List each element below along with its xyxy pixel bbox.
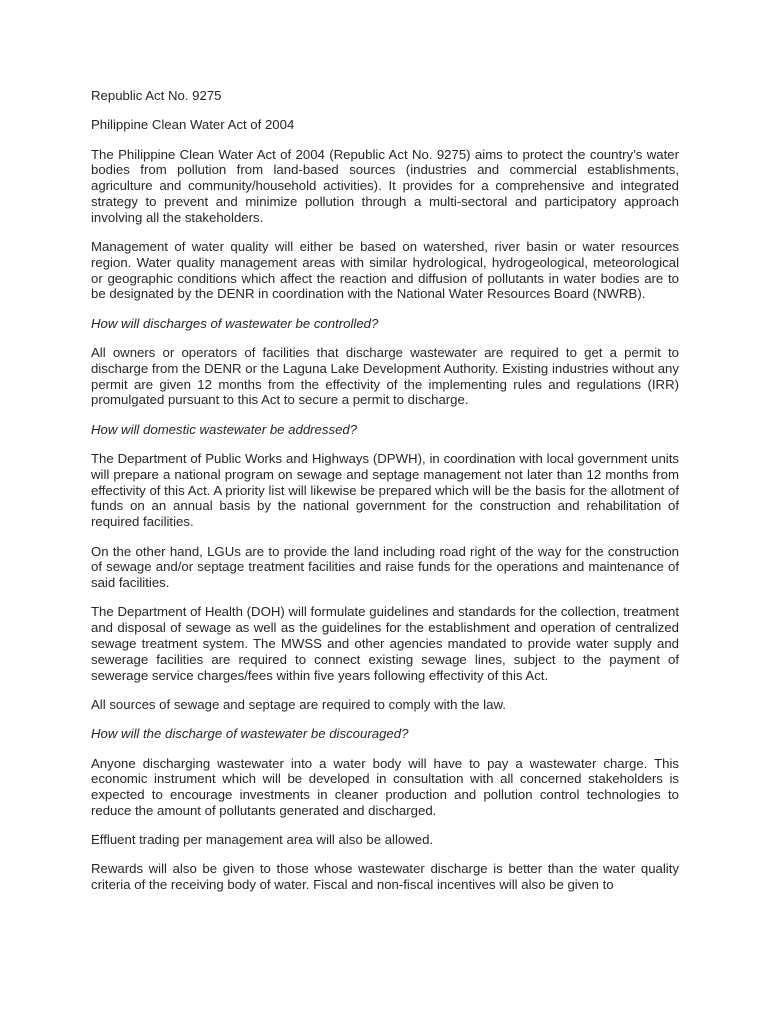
paragraph-rewards: Rewards will also be given to those whose wastewater discharge is better than the water quality criteria of the receiving body of water. Fiscal and non-fiscal incentives will also be given to [91,861,679,893]
paragraph-permits: All owners or operators of facilities that discharge wastewater are required to get a permit to discharge from the DENR or the Laguna Lake Development Authority. Existing industries without any permit are given 12 months from the effectivity of the implementing rules and regulations (IRR) promulgated pursuant to this Act to secure a permit to discharge. [91,345,679,408]
paragraph-dpwh: The Department of Public Works and Highways (DPWH), in coordination with local government units will prepare a national program on sewage and septage management not later than 12 months from effectivity of this Act. A priority list will likewise be prepared which will be the basis for the allotment of funds on an annual basis by the national government for the construction and rehabilitation of required facilities. [91,451,679,530]
question-heading-discharges-controlled: How will discharges of wastewater be controlled? [91,315,379,331]
paragraph-management: Management of water quality will either be based on watershed, river basin or water resources region. Water quality management areas with similar hydrological, hydrogeological, meteorological or geographic conditions which affect the reaction and diffusion of pollutants in water bodies are to be designated by the DENR in coordination with the National Water Resources Board (NWRB). [91,239,679,302]
paragraph-lgus: On the other hand, LGUs are to provide the land including road right of the way for the construction of sewage and/or septage treatment facilities and raise funds for the operations and maintenance of said facilities. [91,543,679,591]
paragraph-doh: The Department of Health (DOH) will formulate guidelines and standards for the collection, treatment and disposal of sewage as well as the guidelines for the establishment and operation of centralized sewage treatment system. The MWSS and other agencies mandated to provide water supply and sewerage facilities are required to connect existing sewage lines, subject to the payment of sewerage service charges/fees within five years following effectivity of this Act. [91,604,679,683]
document-title: Philippine Clean Water Act of 2004 [91,117,295,133]
paragraph-intro: The Philippine Clean Water Act of 2004 (Republic Act No. 9275) aims to protect the country’s water bodies from pollution from land-based sources (industries and commercial establishments, agriculture and community/household activities). It provides for a comprehensive and integrated strategy to prevent and minimize pollution through a multi-sectoral and participatory approach involving all the stakeholders. [91,146,679,225]
paragraph-wastewater-charge: Anyone discharging wastewater into a water body will have to pay a wastewater charge. This economic instrument which will be developed in consultation with all concerned stakeholders is expected to encourage investments in cleaner production and pollution control technologies to reduce the amount of pollutants generated and discharged. [91,755,679,818]
question-heading-domestic-wastewater: How will domestic wastewater be addressed? [91,421,358,437]
document-page [91,88,679,907]
paragraph-effluent-trading: Effluent trading per management area will also be allowed. [91,832,434,848]
paragraph-comply: All sources of sewage and septage are required to comply with the law. [91,696,506,712]
question-heading-discharge-discouraged: How will the discharge of wastewater be discouraged? [91,726,409,742]
document-header-line: Republic Act No. 9275 [91,88,222,103]
